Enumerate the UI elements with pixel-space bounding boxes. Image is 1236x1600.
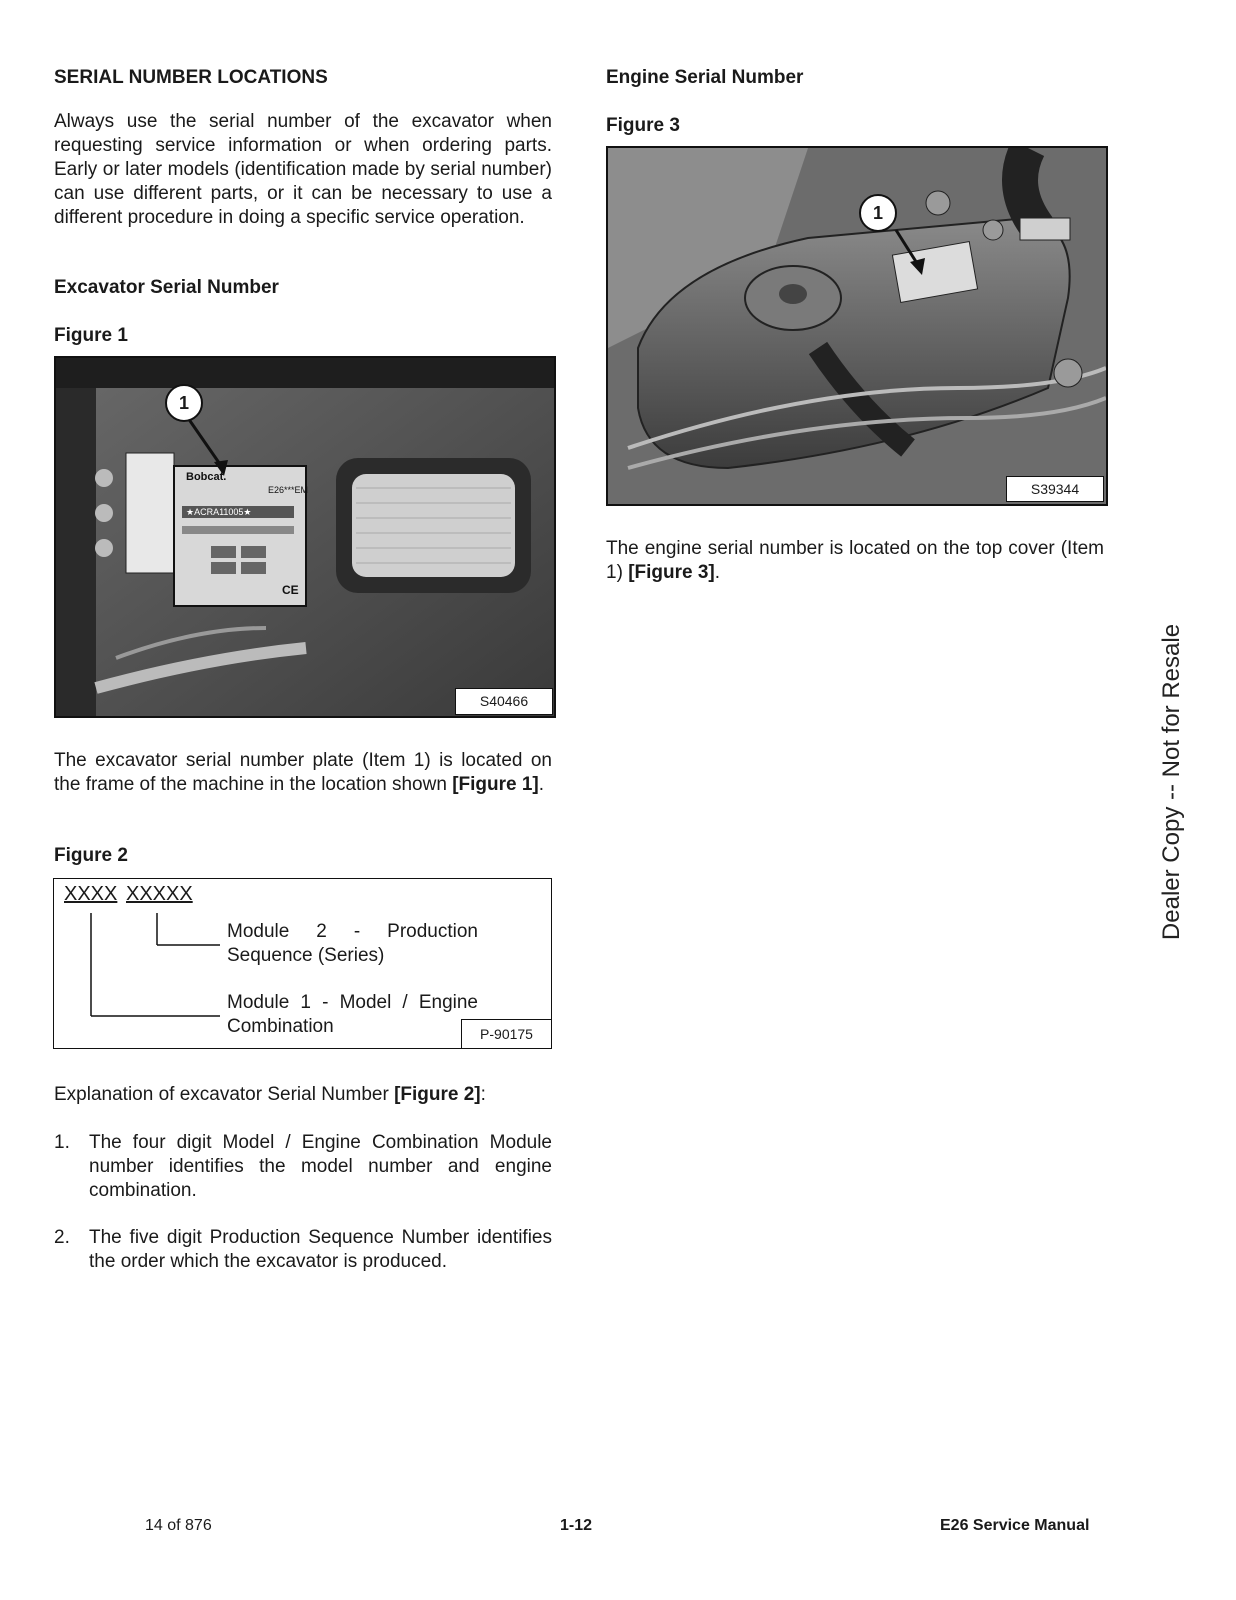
figure1-code: S40466	[455, 688, 553, 715]
plate-brand: Bobcat.	[186, 471, 227, 483]
figure3-caption-text: The engine serial number is located on the top cover (Item 1)	[606, 538, 1104, 583]
section-title: SERIAL NUMBER LOCATIONS	[54, 67, 328, 88]
serial-format-part1: XXXX	[64, 883, 118, 905]
list-item-number: 1.	[54, 1132, 70, 1153]
module1-label: Module 1 - Model / Engine Combination	[227, 992, 478, 1037]
figure2-label: Figure 2	[54, 845, 128, 866]
explanation-ref: [Figure 2]	[394, 1084, 481, 1105]
footer-manual-title: E26 Service Manual	[940, 1517, 1090, 1534]
figure3-callout: 1	[859, 194, 897, 232]
serial-format-part2: XXXXX	[126, 883, 193, 905]
figure2-diagram	[53, 878, 552, 1049]
figure3-caption-ref: [Figure 3]	[628, 562, 715, 583]
list-item-text: The five digit Production Sequence Number identifies the order which the excavator is produced.	[89, 1227, 552, 1272]
footer-page-count: 14 of 876	[145, 1517, 212, 1534]
footer-page-number: 1-12	[560, 1517, 593, 1534]
explanation-line	[54, 1083, 552, 1107]
plate-model: E26***EM	[268, 485, 309, 495]
engine-serial-heading: Engine Serial Number	[606, 67, 804, 88]
excavator-serial-heading: Excavator Serial Number	[54, 277, 279, 298]
figure1-photo	[54, 356, 556, 718]
explanation-end: :	[480, 1084, 486, 1105]
module2-label: Module 2 - Production Sequence (Series)	[227, 921, 478, 966]
plate-ce-mark: CE	[282, 583, 299, 597]
figure1-label: Figure 1	[54, 325, 128, 346]
excavator-frame-illustration	[56, 358, 554, 716]
dealer-copy-watermark: Dealer Copy -- Not for Resale	[1158, 623, 1185, 941]
intro-paragraph: Always use the serial number of the excavator when requesting service information or when ordering parts. Early or later models (identification made by serial number) can use different parts, or it can be necessary to use a different procedure in doing a specific service operation.	[54, 111, 552, 228]
figure3-code: S39344	[1006, 476, 1104, 502]
figure3-caption-end: .	[714, 562, 721, 583]
figure1-caption-end: .	[538, 774, 545, 795]
figure3-photo	[606, 146, 1108, 506]
figure3-label: Figure 3	[606, 115, 680, 136]
figure1-callout: 1	[165, 384, 203, 422]
explanation-text: Explanation of excavator Serial Number	[54, 1084, 395, 1105]
figure1-caption-ref: [Figure 1]	[452, 774, 539, 795]
figure3-caption	[606, 537, 1104, 585]
list-item-text: The four digit Model / Engine Combination Module number identifies the model number and engine combination.	[89, 1132, 552, 1201]
list-item-number: 2.	[54, 1227, 70, 1248]
engine-top-cover-illustration	[608, 148, 1106, 504]
figure1-caption	[54, 749, 552, 797]
figure2-code: P-90175	[461, 1019, 551, 1048]
plate-serial: ★ACRA11005★	[186, 507, 252, 517]
figure1-caption-text: The excavator serial number plate (Item 1) is located on the frame of the machine in the location shown	[54, 750, 552, 795]
